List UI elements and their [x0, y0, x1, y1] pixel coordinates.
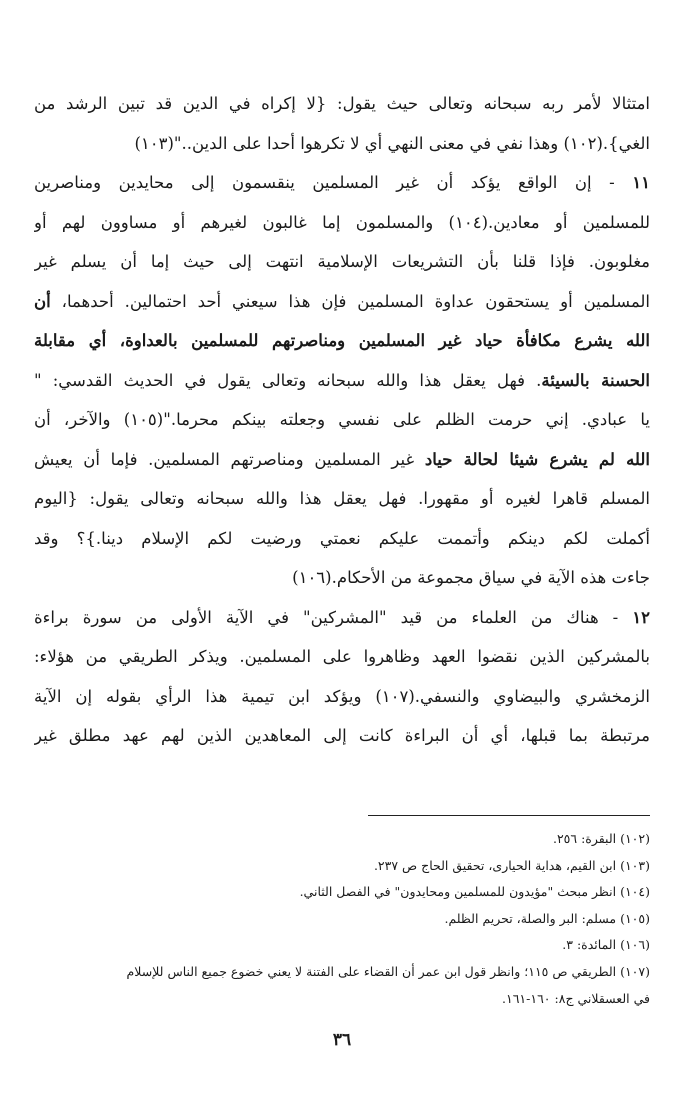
- main-text: [34, 84, 650, 756]
- text-line: [34, 203, 650, 243]
- text-segment: مرتبطة بما قبلها، أي أن البراءة كانت إلى المعاهدين الذين لهم عهد مطلق غير: [34, 726, 650, 745]
- footnote: (١٠٤) انظر مبحث "مؤيدون للمسلمين ومحايدون" في الفصل الثاني.: [299, 884, 650, 900]
- bold-text-segment: أن: [34, 291, 51, 311]
- text-line: [34, 124, 650, 164]
- text-line: [34, 519, 650, 559]
- text-segment: - إن الواقع يؤكد أن غير المسلمين ينقسمون إلى محايدين ومناصرين: [34, 173, 633, 192]
- text-segment: للمسلمين أو معادين.(١٠٤) والمسلمون إما غالبون لغيرهم أو مساوون لهم أو: [34, 212, 650, 232]
- text-line: [34, 558, 650, 598]
- bold-text-segment: الله يشرع مكافأة حياد غير المسلمين ومناصرتهم للمسلمين بالعداوة، أي مقابلة: [34, 331, 650, 350]
- text-segment: - هناك من العلماء من قيد "المشركين" في الآية الأولى من سورة براءة: [34, 607, 633, 627]
- text-line: [34, 321, 650, 361]
- text-segment: الزمخشري والبيضاوي والنسفي.(١٠٧) ويؤكد ابن تيمية هذا الرأي بقوله إن الآية: [34, 686, 650, 706]
- text-line: [34, 242, 650, 282]
- text-segment: مغلوبون. فإذا قلنا بأن التشريعات الإسلامية انتهت إلى حيث إما أن يسلم غير: [34, 252, 650, 271]
- text-segment: جاءت هذه الآية في سياق مجموعة من الأحكام.(١٠٦): [292, 568, 650, 587]
- text-segment: المسلمين أو يستحقون عداوة المسلمين فإن هذا سيعني أحد احتمالين. أحدهما،: [50, 291, 650, 311]
- bold-text-segment: ١٢: [632, 607, 650, 627]
- text-segment: بالمشركين الذين نقضوا العهد وظاهروا على المسلمين. ويذكر الطريقي من هؤلاء:: [34, 647, 650, 666]
- text-line: [34, 716, 650, 756]
- text-line: [34, 637, 650, 677]
- text-segment: امتثالا لأمر ربه سبحانه وتعالى حيث يقول: {لا إكراه في الدين قد تبين الرشد من: [34, 94, 650, 113]
- text-line: [34, 84, 650, 124]
- footnote: (١٠٣) ابن القيم، هداية الحيارى، تحقيق الحاج ص ٢٣٧.: [373, 857, 650, 873]
- text-line: [34, 677, 650, 717]
- page-number: ٣٦: [332, 1030, 352, 1050]
- bold-text-segment: الله لم يشرع شيئا لحالة حياد: [424, 449, 650, 469]
- text-segment: أكملت لكم دينكم وأتممت عليكم نعمتي ورضيت لكم الإسلام دينا.}؟ وقد: [34, 528, 650, 548]
- text-segment: . فهل يعقل هذا والله سبحانه وتعالى يقول في الحديث القدسي: ": [34, 370, 542, 390]
- footnote: في العسقلاني ج٨: ١٦٠-١٦١.: [502, 990, 650, 1006]
- text-line: [34, 479, 650, 519]
- footnotes-section: [34, 826, 650, 1012]
- footnote: (١٠٧) الطريقي ص ١١٥؛ وانظر قول ابن عمر أن القضاء على الفتنة لا يعني خضوع جميع الناس للإسلام: [126, 963, 650, 979]
- text-line: [34, 440, 650, 480]
- bold-text-segment: الحسنة بالسيئة: [541, 370, 650, 390]
- footnote: (١٠٦) المائدة: ٣.: [562, 937, 650, 953]
- footnote-divider: [368, 815, 650, 816]
- text-line: [34, 598, 650, 638]
- text-line: [34, 400, 650, 440]
- text-segment: يا عبادي. إني حرمت الظلم على نفسي وجعلته بينكم محرما."(١٠٥) والآخر، أن: [34, 410, 650, 429]
- text-segment: غير المسلمين ومناصرتهم المسلمين. فإما أن يعيش: [34, 449, 425, 469]
- footnote: (١٠٥) مسلم: البر والصلة، تحريم الظلم.: [444, 910, 650, 926]
- text-segment: الغي}.(١٠٢) وهذا نفي في معنى النهي أي لا تكرهوا أحدا على الدين.."(١٠٣): [134, 133, 650, 153]
- text-segment: المسلم قاهرا لغيره أو مقهورا. فهل يعقل هذا والله سبحانه وتعالى يقول: {اليوم: [34, 489, 650, 508]
- text-line: [34, 163, 650, 203]
- text-line: [34, 361, 650, 401]
- footnote: (١٠٢) البقرة: ٢٥٦.: [552, 831, 650, 846]
- bold-text-segment: ١١: [632, 173, 650, 192]
- text-line: [34, 282, 650, 322]
